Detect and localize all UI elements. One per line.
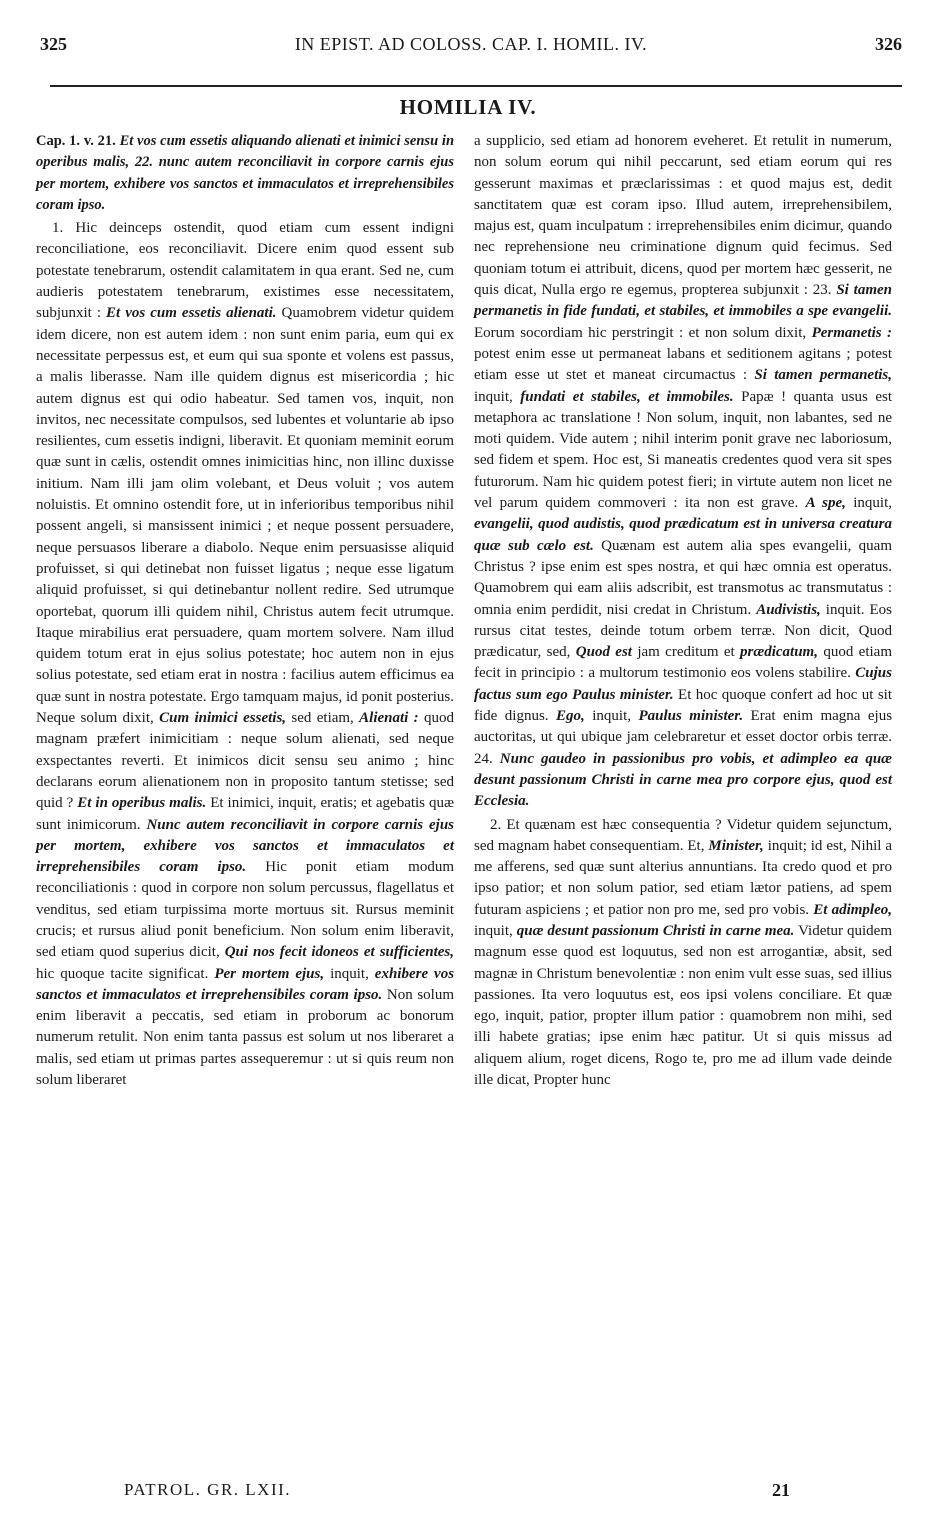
scripture-quote: A spe,	[805, 495, 846, 512]
paragraph-1	[36, 218, 454, 1091]
text-run: inquit,	[592, 708, 632, 725]
scripture-quote: Ego,	[556, 708, 585, 725]
scripture-quote: fundati et stabiles, et immobiles.	[520, 388, 734, 405]
text-run: inquit,	[330, 965, 369, 982]
scripture-quote: Cujus factus sum ego Paulus minister.	[474, 665, 892, 703]
scripture-quote: Quod est	[575, 644, 632, 661]
scripture-quote: Audivistis,	[756, 601, 821, 618]
chapter-verse-text: Et vos cum essetis aliquando alienati et inimici sensu in operibus malis, 22. nunc autem reconciliavit in corpore carnis ejus per mortem, exhibere vos sanctos et immaculatos et irreprehensibiles coram ipso.	[36, 133, 455, 213]
running-title: IN EPIST. AD COLOSS. CAP. I. HOMIL. IV.	[294, 34, 648, 54]
text-run: Quamobrem videtur quidem idem dicere, non est autem idem : non sunt enim paria, eum qui ex necessitate perpessus est, et eum qui sua sponte et volens est passus, a malis liberasse. Nam ille quidem dignus est misericordia ; hic autem dignus est qui odio habeatur. Sed tamen vos, inquit, non invitos, nec necessitate compulsos, sed lubentes et voluntarie ab ipso resilientes, cum essetis indigni, liberavit. Et quoniam meminit eorum quæ sunt in cælis, ostendit omnes inimicitias hinc, non illinc duxisse initium. Nam illi jam olim volebant, et Deus voluit ; vos autem noluistis. Et omnino ostendit fore, ut in inferioribus temporibus nihil possent angeli, si mansissent inimici ; et neque possent persuadere, neque persuasos liberare a diabolo. Neque enim persuasisse aliquid profuisset, si qui detinebat non fuisset ligatus ; neque esse ligatum aliquid profuisset, si qui detinebantur nollent redire. Sed utrumque oportebat, quorum illi quidem nihil, Christus autem fecit utrumque. Itaque mirabilius erat persuadere, quam mortem solvere. Nam illud quidem totum erat in ejus solius potestate; hoc autem non in ejus solius potestate, sed etiam erat in nostra : facilius autem efficimus ea quæ sunt in nostra potestate. Ergo tamquam majus, id ponit posterius. Neque solum dixit,	[36, 305, 455, 727]
text-run: inquit,	[474, 388, 513, 405]
header-rule	[50, 85, 902, 87]
text-run: potest enim esse ut permaneat labans et seditionem agitans ; potest etiam esse ut stet et maneat circumactus :	[474, 345, 892, 384]
text-run: sed etiam,	[291, 710, 354, 727]
text-run: Non solum enim liberavit a peccatis, sed etiam in proborum ac bonorum numerum retulit. Non enim tanta passus est solum ut nos liberaret a malis, sed etiam ut primas partes assequeremur : ut si quis reum non solum liberaret	[36, 986, 454, 1089]
sheet-number: 21	[772, 1480, 790, 1500]
scripture-quote: Et vos cum essetis alienati.	[106, 305, 277, 322]
scripture-quote: prædicatum,	[740, 644, 818, 661]
scripture-quote: quæ desunt passionum Christi in carne mea.	[516, 922, 795, 939]
page-number-left: 325	[40, 34, 67, 54]
scripture-quote: Nunc autem reconciliavit in corpore carnis ejus per mortem, exhibere vos sanctos et immaculatos et irreprehensibiles coram ipso.	[36, 816, 454, 876]
text-run: Erat enim magna ejus auctoritas, ut qui ubique jam celebraretur et esset doctor orbis terræ. 24.	[474, 708, 893, 767]
paragraph-2	[474, 815, 892, 1092]
page-number-right: 326	[875, 34, 902, 54]
scripture-quote: Minister,	[708, 837, 764, 854]
text-run: inquit; id est, Nihil a me afferens, sed quæ sunt alterius annuntians. Ita credo quod et pro ipso patior; et non solum patior, sed etiam lætor patiens, ad spem futuram aspiciens ; et patior non pro me, sed pro vobis.	[474, 837, 892, 918]
text-run: Et hoc quoque confert ad hoc ut sit fide dignus.	[474, 686, 893, 725]
scripture-quote: Permanetis :	[811, 324, 892, 341]
chapter-verse-block	[36, 131, 454, 216]
text-run: Hic deinceps ostendit, quod etiam cum essent indigni reconciliatione, eos reconciliavit. Dicere enim quod essent sub potestate tenebrarum, ostendit calamitatem in qua erant. Sed ne, cum audieris potestatem tenebrarum, existimes esse necessitatem, subjunxit :	[36, 220, 455, 322]
text-run: 2. Et quænam est hæc consequentia ? Videtur quidem sejunctum, sed magnam habet consequentiam. Et,	[474, 816, 892, 854]
text-run: Quænam est autem alia spes evangelii, quam Christus ? ipse enim est spes nostra, et qui hæc omnia est operatus. Quamobrem qui eam aliis adscribit, est transmotus ac transmutatus : omnia enim perdidit, nisi credat in Christum.	[474, 537, 892, 618]
scripture-quote: Et in operibus malis.	[77, 795, 207, 812]
text-run: inquit,	[474, 922, 513, 939]
scripture-quote: Cum inimici essetis,	[159, 710, 287, 727]
scripture-quote: Si tamen permanetis in fide fundati, et stabiles, et immobiles a spe evangelii.	[474, 282, 892, 320]
scripture-quote: Qui nos fecit idoneos et sufficientes,	[224, 944, 455, 961]
paragraph-number: 1.	[52, 220, 64, 237]
text-run: Papæ ! quanta usus est metaphora ac translatione ! Non solum, inquit, non labantes, sed ne moti quidem. Vide autem ; nihil interim ponit grave nec laboriosum, sed fidem et spem. Hoc est, Si maneatis credentes quod vera sit spes futurorum. Nam hic quidem potest fieri; in virtute autem non licet ne vel parum quidem commoveri : ita non est grave.	[474, 388, 893, 512]
chapter-reference: Cap. 1. v. 21.	[36, 133, 116, 149]
homily-title: HOMILIA IV.	[399, 95, 537, 119]
scripture-quote: Nunc gaudeo in passionibus pro vobis, et adimpleo ea quæ desunt passionum Christi in carne mea pro corpore ejus, quod est Ecclesia.	[474, 750, 892, 810]
printer-signature: PATROL. GR. LXII.	[124, 1480, 292, 1499]
right-column	[474, 131, 892, 1091]
text-run: quod magnam præfert inimicitiam : neque solum alienati, sed neque exspectantes reverti. Et inimicos dicit sensu seu animo ; hinc declarans eorum alienationem non in proposito tantum stetisse; sed quid ?	[36, 710, 455, 812]
scripture-quote: Et adimpleo,	[813, 901, 892, 918]
scripture-quote: Si tamen permanetis,	[754, 367, 893, 384]
text-run: quod etiam fecit in principio : a multorum testimonio eos volens stabilire.	[474, 644, 893, 682]
text-run: Et inimici, inquit, eratis; et agebatis quæ sunt inimicorum.	[36, 795, 454, 833]
scripture-quote: evangelii, quod audistis, quod prædicatum est in universa creatura quæ sub cælo est.	[474, 516, 892, 554]
text-run: jam creditum et	[637, 644, 735, 661]
scripture-quote: Per mortem ejus,	[214, 965, 325, 982]
text-run: Videtur quidem magnum esse quod est loquutus, sed non est arrogantiæ, absit, sed magnæ in Christum benevolentiæ : non enim vult esse suas, sed illius passiones. Ita vero loquutus est, eos ipsi volens conciliare. Et quæ ego, inquit, patior, propter illum patior : quamobrem non mihi, sed illi habete gratias; ipse enim hæc patitur. Ut si quis missus ad aliquem alium, roget dicens, Rogo te, pro me ad illum vade deinde ille dicat, Propter hunc	[474, 922, 892, 1089]
scripture-quote: Alienati :	[359, 710, 419, 727]
running-header	[40, 34, 902, 58]
text-run: hic quoque tacite significat.	[36, 965, 209, 982]
text-run: inquit. Eos rursus citat testes, deinde totum orbem terræ. Non dicit, Quod prædicatur, sed,	[474, 601, 892, 661]
scripture-quote: exhibere vos sanctos et immaculatos et irreprehensibiles coram ipso.	[36, 965, 455, 1003]
left-column	[36, 131, 454, 1091]
text-run: a supplicio, sed etiam ad honorem eveheret. Et retulit in numerum, non solum eorum qui nihil peccarunt, sed etiam eorum qui res gesserunt maximas et præclarissimas : et quod majus est, dedit sanctitatem quæ est coram ipso. Illud autem, irreprehensibilem, majus est, quam inculpatum : irreprehensibiles enim dicimur, quando nec reprehensione neu criminatione dignum quid fecimus. Sed quoniam totum ei attribuit, dicens, quod per mortem hæc gesserit, ne quis dicat, Nulla ergo re egemus, propterea subjunxit : 23.	[474, 133, 892, 299]
paragraph-1-continued	[474, 131, 892, 813]
text-run: Hic ponit etiam modum reconciliationis : quod in corpore non solum percussus, flagellatus et venditus, sed etiam turpissima morte mortuus sit. Rursus meminit crucis; et rursus aliud ponit beneficium. Non solum enim liberavit, sed etiam quod superius dicit,	[36, 859, 455, 961]
text-run: Eorum socordiam hic perstringit : et non solum dixit,	[474, 324, 807, 341]
text-run: inquit,	[853, 495, 892, 512]
scripture-quote: Paulus minister.	[638, 708, 744, 725]
